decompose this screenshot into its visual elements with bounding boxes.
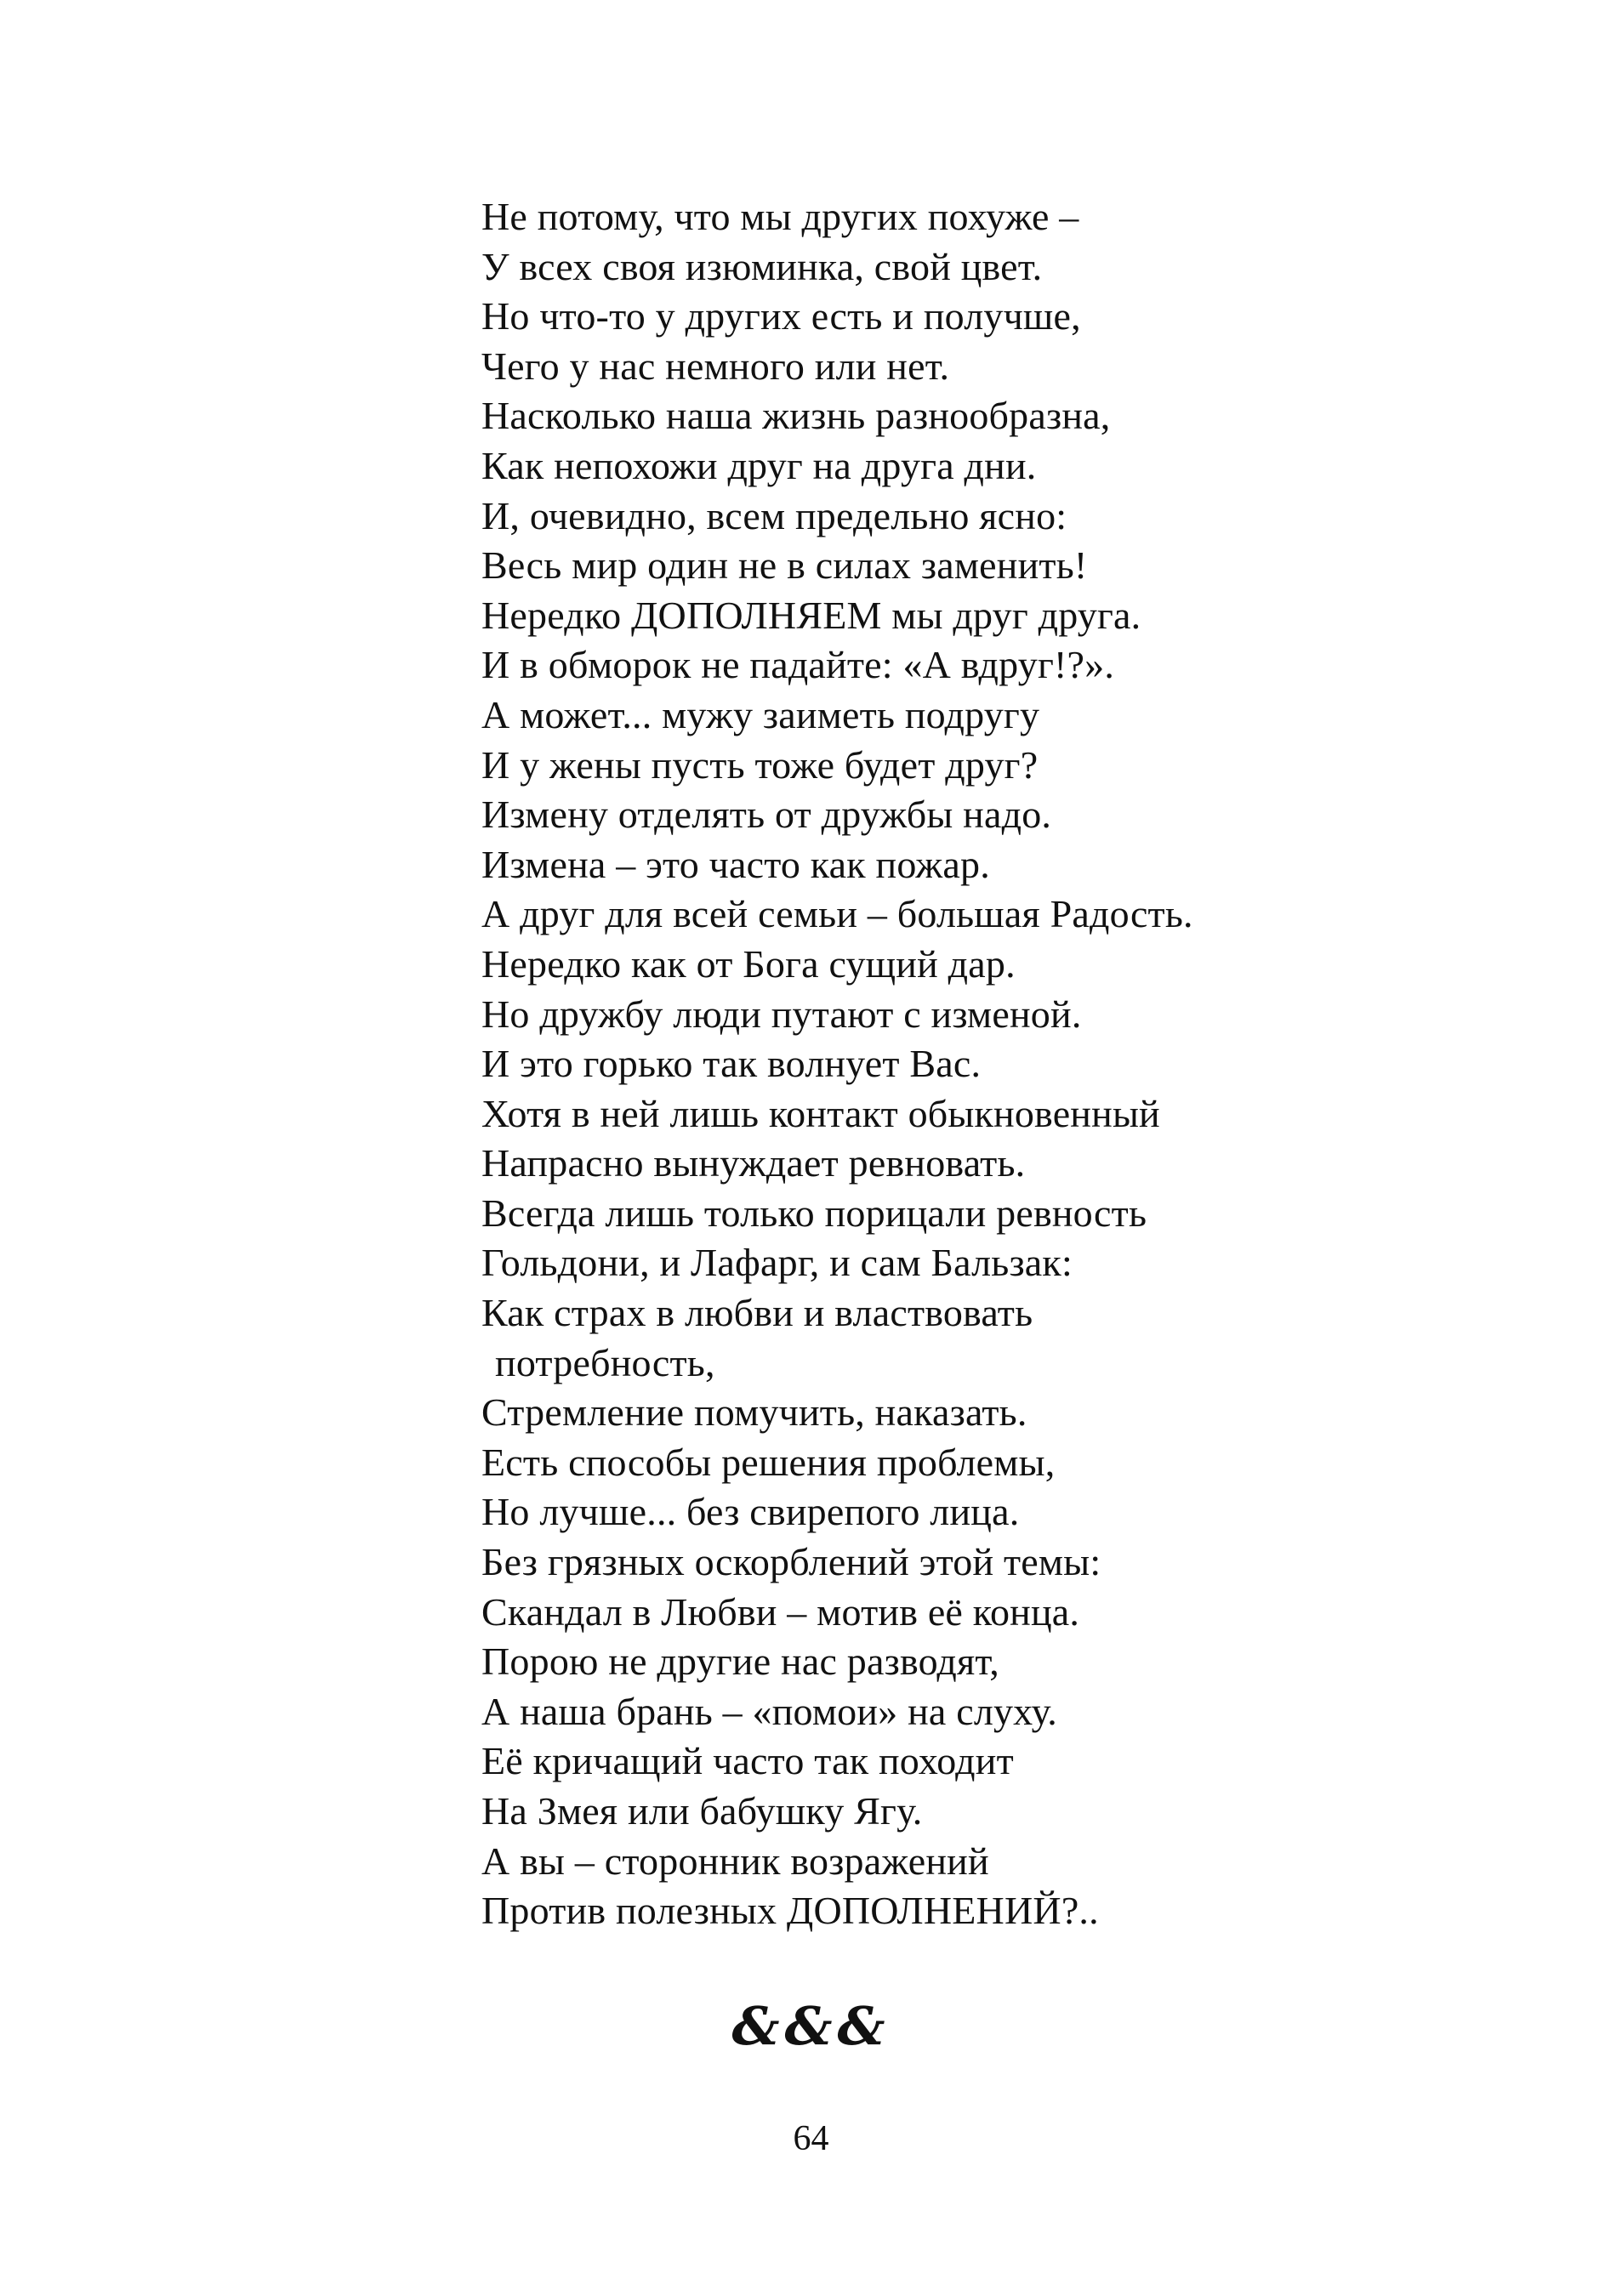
- poem-line: На Змея или бабушку Ягу.: [481, 1789, 923, 1833]
- poem-line: Порою не другие нас разводят,: [481, 1640, 999, 1684]
- poem-line: Гольдони, и Лафарг, и сам Бальзак:: [481, 1241, 1073, 1285]
- poem-line: У всех своя изюминка, свой цвет.: [481, 244, 1043, 288]
- poem-line: Скандал в Любви – мотив её конца.: [481, 1589, 1080, 1634]
- poem-line: Напрасно вынуждает ревновать.: [481, 1141, 1026, 1185]
- poem-line: Её кричащий часто так походит: [481, 1739, 1014, 1783]
- poem-line: Стремление помучить, наказать.: [481, 1390, 1027, 1435]
- section-divider-ornament: &&&: [731, 1995, 891, 2057]
- poem-line: Как непохожи друг на друга дни.: [481, 443, 1037, 487]
- poem-line: А вы – сторонник возражений: [481, 1839, 989, 1883]
- poem-line: Не потому, что мы других похуже –: [481, 195, 1079, 238]
- poem-line: И это горько так волнует Вас.: [481, 1042, 982, 1086]
- poem-line: Но дружбу люди путают с изменой.: [481, 992, 1082, 1036]
- poem-line: Нередко как от Бога сущий дар.: [481, 941, 1016, 986]
- poem-line: Измену отделять от дружбы надо.: [481, 793, 1052, 837]
- poem-line: И, очевидно, всем предельно ясно:: [481, 493, 1067, 537]
- poem-line: А может... мужу заиметь подругу: [481, 692, 1040, 736]
- poem-line: И у жены пусть тоже будет друг?: [481, 742, 1039, 787]
- poem-line: Но что-то у других есть и получше,: [481, 294, 1081, 338]
- poem-line: Как страх в любви и властвовать: [481, 1291, 1033, 1335]
- poem-line: Есть способы решения проблемы,: [481, 1440, 1056, 1484]
- poem-line: А наша брань – «помои» на слуху.: [481, 1689, 1057, 1733]
- poem-line: Насколько наша жизнь разнообразна,: [481, 394, 1111, 438]
- poem: [481, 192, 1332, 1936]
- poem-line: Хотя в ней лишь контакт обыкновенный: [481, 1091, 1160, 1135]
- poem-line: Измена – это часто как пожар.: [481, 842, 990, 886]
- poem-line: Весь мир один не в силах заменить!: [481, 543, 1088, 588]
- poem-line: А друг для всей семьи – большая Радость.: [481, 892, 1193, 936]
- poem-line: Чего у нас немного или нет.: [481, 344, 950, 388]
- poem-line-continuation: потребность,: [495, 1340, 715, 1384]
- poem-line: Всегда лишь только порицали ревность: [481, 1191, 1147, 1235]
- poem-line: Но лучше... без свирепого лица.: [481, 1490, 1020, 1534]
- poem-line: И в обморок не падайте: «А вдруг!?».: [481, 643, 1115, 687]
- poem-line: Без грязных оскорблений этой темы:: [481, 1540, 1101, 1584]
- poem-line: Против полезных ДОПОЛНЕНИЙ?..: [481, 1889, 1099, 1933]
- page-number: 64: [793, 2119, 829, 2158]
- poem-line: Нередко ДОПОЛНЯЕМ мы друг друга.: [481, 593, 1141, 637]
